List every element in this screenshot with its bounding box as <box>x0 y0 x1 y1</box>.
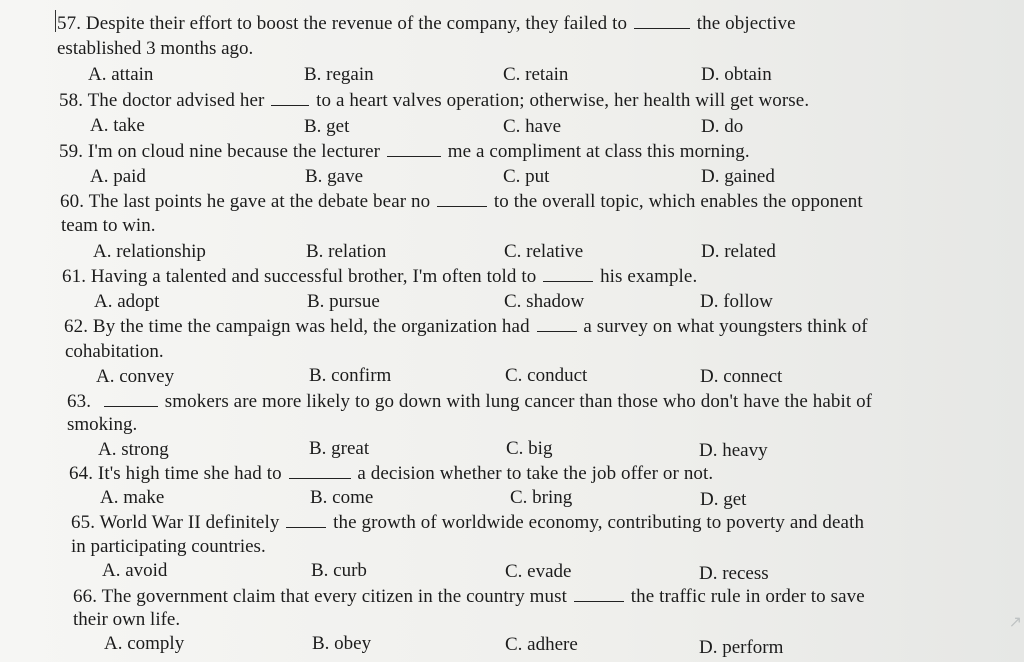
question-text-after: to a heart valves operation; otherwise, her health will get worse. <box>316 90 810 111</box>
option-d: D. gained <box>701 166 775 187</box>
option-a: A. attain <box>88 64 154 85</box>
question-59 <box>59 141 750 163</box>
option-d: D. connect <box>700 366 783 387</box>
option-c: C. relative <box>504 241 584 262</box>
question-number: 58. <box>59 90 84 111</box>
answer-blank <box>543 267 593 282</box>
answer-blank <box>437 192 487 207</box>
question-65 <box>71 512 864 534</box>
question-60 <box>60 191 863 213</box>
question-64 <box>69 463 713 485</box>
option-b: B. curb <box>311 560 367 581</box>
question-continuation: smoking. <box>67 414 138 435</box>
answer-blank <box>634 14 690 29</box>
question-continuation: in participating countries. <box>71 536 266 557</box>
option-c: C. put <box>503 166 550 187</box>
question-61 <box>62 266 697 288</box>
option-a: A. take <box>90 115 145 136</box>
option-a: A. relationship <box>93 241 206 262</box>
option-c: C. big <box>506 438 553 459</box>
option-a: A. paid <box>90 166 146 187</box>
question-number: 66. <box>73 586 98 607</box>
question-number: 60. <box>60 191 85 212</box>
question-number: 57. <box>57 13 82 34</box>
option-d: D. heavy <box>699 440 768 461</box>
question-text: I'm on cloud nine because the lecturer <box>87 141 381 162</box>
option-b: B. pursue <box>307 291 380 312</box>
option-a: A. convey <box>96 366 175 387</box>
option-c: C. have <box>503 116 562 137</box>
option-c: C. bring <box>510 487 573 508</box>
option-a: A. comply <box>104 633 185 654</box>
option-d: D. related <box>701 241 776 262</box>
page-edge-glyph: ↗ <box>1008 612 1022 631</box>
option-d: D. get <box>700 489 747 510</box>
option-a: A. avoid <box>102 560 168 581</box>
question-text: Despite their effort to boost the revenue of the company, they failed to <box>85 13 628 34</box>
question-text: By the time the campaign was held, the organization had <box>92 316 530 337</box>
question-57 <box>57 13 796 35</box>
option-d: D. do <box>701 116 744 137</box>
option-c: C. shadow <box>504 291 585 312</box>
question-62 <box>64 316 868 338</box>
option-b: B. great <box>309 438 370 459</box>
option-a: A. adopt <box>94 291 160 312</box>
option-b: B. get <box>304 116 350 137</box>
question-number: 63. <box>67 391 92 412</box>
text-cursor <box>55 10 56 32</box>
option-b: B. come <box>310 487 374 508</box>
question-text-after: smokers are more likely to go down with lung cancer than those who don't have the habit of <box>164 391 873 412</box>
question-text-after: the objective <box>696 13 796 34</box>
option-c: C. retain <box>503 64 569 85</box>
question-continuation: their own life. <box>73 609 181 630</box>
question-text-after: the traffic rule in order to save <box>630 586 865 607</box>
option-a: A. make <box>100 487 165 508</box>
option-a: A. strong <box>98 439 169 460</box>
question-58 <box>59 90 809 112</box>
option-d: D. obtain <box>701 64 772 85</box>
answer-blank <box>387 142 441 157</box>
question-continuation: cohabitation. <box>65 341 164 362</box>
option-b: B. gave <box>305 166 364 187</box>
option-b: B. confirm <box>309 365 392 386</box>
answer-blank <box>104 392 158 407</box>
option-d: D. perform <box>699 637 784 658</box>
question-text-after: me a compliment at class this morning. <box>447 141 750 162</box>
question-text: Having a talented and successful brother, I'm often told to <box>90 266 537 287</box>
question-text-after: a survey on what youngsters think of <box>583 316 868 337</box>
question-number: 61. <box>62 266 87 287</box>
question-number: 59. <box>59 141 84 162</box>
option-b: B. obey <box>312 633 372 654</box>
question-number: 65. <box>71 512 96 533</box>
answer-blank <box>537 317 577 332</box>
question-66 <box>73 586 865 608</box>
question-continuation: established 3 months ago. <box>57 38 254 59</box>
option-d: D. recess <box>699 563 769 584</box>
option-c: C. conduct <box>505 365 588 386</box>
question-number: 64. <box>69 463 94 484</box>
question-text: The last points he gave at the debate bear no <box>88 191 431 212</box>
question-text: It's high time she had to <box>97 463 282 484</box>
question-text: The government claim that every citizen in the country must <box>101 586 568 607</box>
question-continuation: team to win. <box>61 215 156 236</box>
question-number: 62. <box>64 316 89 337</box>
option-c: C. adhere <box>505 634 578 655</box>
answer-blank <box>271 91 309 106</box>
option-b: B. relation <box>306 241 387 262</box>
question-text-after: his example. <box>600 266 698 287</box>
answer-blank <box>286 513 326 528</box>
option-b: B. regain <box>304 64 374 85</box>
question-text-after: to the overall topic, which enables the opponent <box>493 191 863 212</box>
option-d: D. follow <box>700 291 773 312</box>
option-c: C. evade <box>505 561 572 582</box>
question-text: World War II definitely <box>99 512 280 533</box>
answer-blank <box>289 464 351 479</box>
answer-blank <box>574 587 624 602</box>
question-text: The doctor advised her <box>87 90 265 111</box>
question-text-after: the growth of worldwide economy, contributing to poverty and death <box>333 512 865 533</box>
question-text-after: a decision whether to take the job offer or not. <box>357 463 714 484</box>
question-63 <box>67 391 872 413</box>
